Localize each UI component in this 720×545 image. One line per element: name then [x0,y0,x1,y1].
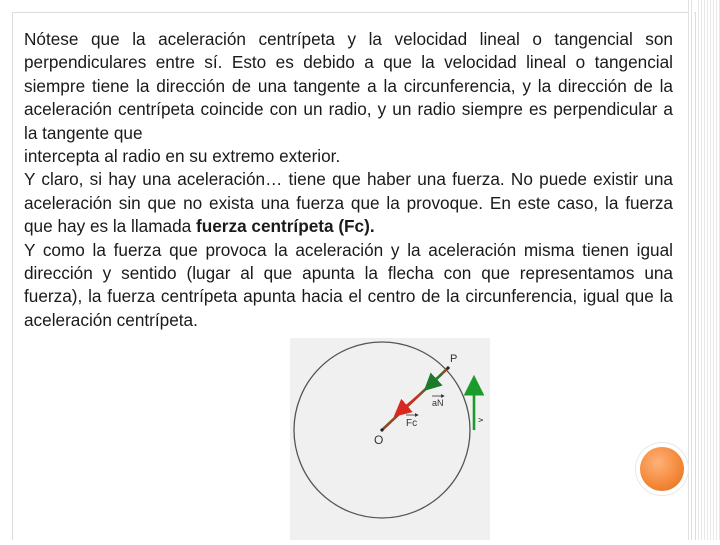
point-p [446,366,449,369]
center-label: O [374,433,384,447]
center-point [380,428,383,431]
body-text [24,28,673,332]
paragraph-4: Y como la fuerza que provoca la aceleración y la aceleración misma tienen igual dirección y sentido (lugar al que apunta la flecha con que representamos una fuerza), la fuerza centrípeta apunta hacia el centro de la circunferencia, igual que la aceleración centrípeta. [24,239,673,330]
circular-motion-diagram [290,338,490,540]
diagram-svg [290,338,490,540]
force-arrow [397,396,418,414]
paragraph-3-bold: fuerza centrípeta (Fc). [196,216,375,237]
velocity-label: v [476,418,485,422]
accel-arrow [427,374,442,388]
paragraph-2: intercepta al radio en su extremo exterior. [24,146,341,167]
paragraph-3-text: Y claro, si hay una aceleración… tiene que haber una fuerza. No puede existir una aceleración sin que no exista una fuerza que la provoque. En este caso, la fuerza que hay es la llamada [24,169,673,237]
force-label: Fc [406,418,418,429]
decorative-stripes-inner [688,0,694,540]
paragraph-3 [24,168,673,238]
decorative-stripes [698,0,720,540]
paragraph-1: Nótese que la aceleración centrípeta y la velocidad lineal o tangencial son perpendiculares entre sí. Esto es debido a que la velocidad lineal o tangencial siempre tiene la dirección de una tangente a la circunferencia, y la dirección de la aceleración centrípeta coincide con un radio, y un radio siempre es perpendicular a la tangente que [24,29,673,143]
decorative-orange-circle [640,447,684,491]
point-p-label: P [450,353,458,365]
accel-label: aN [432,398,444,408]
